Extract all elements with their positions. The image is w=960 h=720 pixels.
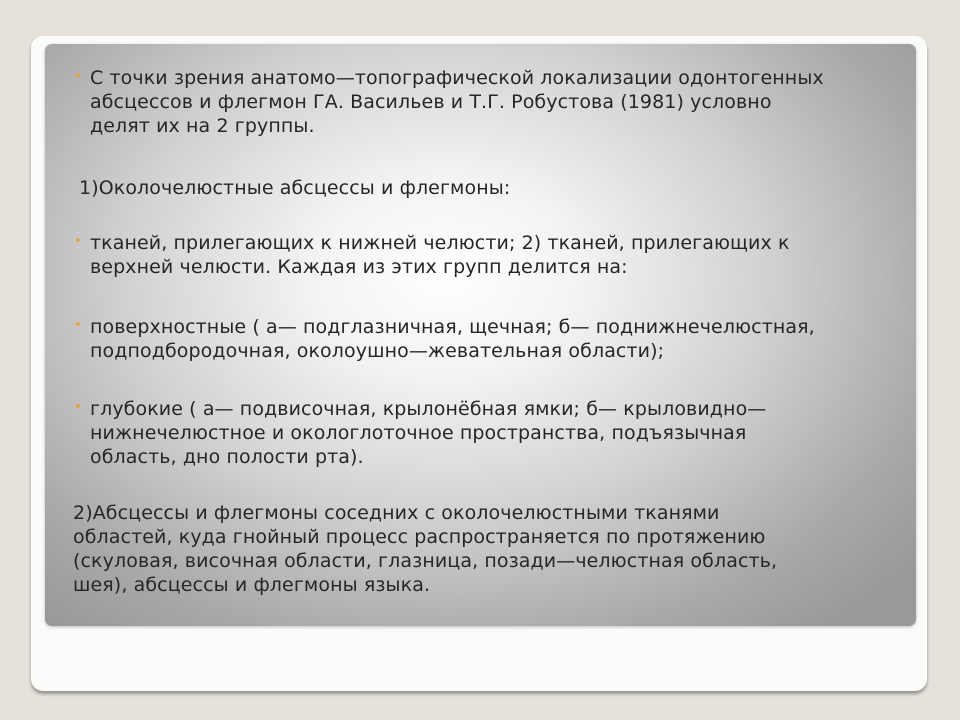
text-line: область, дно полости рта).	[90, 446, 364, 468]
text-line: шея), абсцессы и флегмоны языка.	[73, 574, 431, 596]
paragraph-group-2	[73, 501, 893, 597]
text-line: делят их на 2 группы.	[90, 115, 315, 137]
paragraph-deep	[74, 397, 900, 469]
bullet-icon: •	[74, 318, 82, 333]
bullet-icon: •	[74, 400, 82, 415]
text-line: глубокие ( а— подвисочная, крылонёбная ямки; б— крыловидно—	[90, 398, 767, 420]
text-line: областей, куда гнойный процесс распространяется по протяжению	[73, 526, 766, 548]
text-line: абсцессов и флегмон ГА. Васильев и Т.Г. Робустова (1981) условно	[90, 91, 772, 113]
paragraph-classification-intro	[74, 66, 900, 138]
text-line: С точки зрения анатомо—топографической локализации одонтогенных	[90, 67, 824, 89]
text-line: тканей, прилегающих к нижней челюсти; 2) тканей, прилегающих к	[90, 232, 790, 254]
text-line: верхней челюсти. Каждая из этих групп делится на:	[90, 256, 628, 278]
text-line: (скуловая, височная области, глазница, позади—челюстная область,	[73, 550, 778, 572]
bullet-icon: •	[74, 234, 82, 249]
paragraph-jaw-tissues	[74, 231, 900, 279]
paragraph-superficial	[74, 315, 910, 363]
text-line: нижнечелюстное и окологлоточное пространства, подъязычная	[90, 422, 747, 444]
text-line: 1)Околочелюстные абсцессы и флегмоны:	[79, 177, 511, 199]
paragraph-group-1-heading	[79, 176, 889, 200]
text-line: подподбородочная, околоушно—жевательная области);	[90, 340, 665, 362]
text-line: 2)Абсцессы и флегмоны соседних с околочелюстными тканями	[73, 502, 720, 524]
bullet-icon: •	[74, 69, 82, 84]
text-line: поверхностные ( а— подглазничная, щечная; б— поднижнечелюстная,	[90, 316, 815, 338]
